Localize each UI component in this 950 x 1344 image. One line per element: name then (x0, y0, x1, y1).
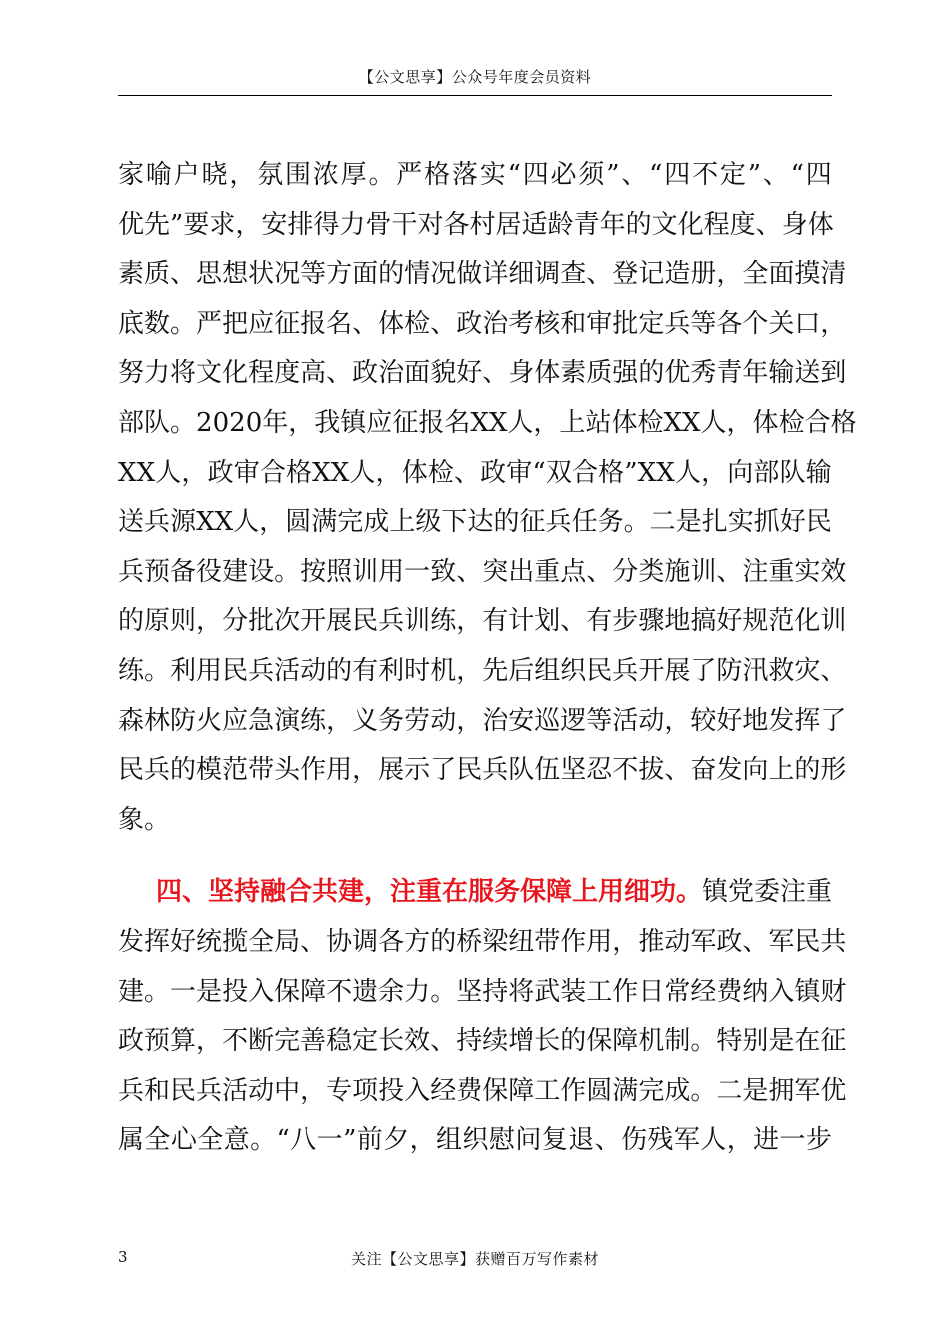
paragraph-line: 努 力 将 文 化 程 度 高 、 政 治 面 貌 好 、 身 体 素 质 强 的 优 秀 青 年 输 送 到 (118, 358, 847, 389)
heading-continuation: 镇党委注重 (701, 877, 832, 908)
paragraph-line: 底 数 。 严 把 应 征 报 名 、 体 检 、 政 治 考 核 和 审 批 定 兵 等 各 个 关 口 ， (118, 308, 847, 339)
paragraph-1 (118, 151, 857, 845)
paragraph-line: 森 林 防 火 应 急 演 练 ， 义 务 劳 动 ， 治 安 巡 逻 等 活 动 ， 较 好 地 发 挥 了 (118, 705, 847, 736)
page-number: 3 (118, 1248, 128, 1266)
paragraph-line: 兵 预 备 役 建 设 。 按 照 训 用 一 致 、 突 出 重 点 、 分 类 施 训 、 注 重 实 效 (118, 556, 847, 587)
paragraph-line: 发 挥 好 统 揽 全 局 、 协 调 各 方 的 桥 梁 纽 带 作 用 ， 推 动 军 政 、 军 民 共 (118, 926, 847, 957)
paragraph-line: 送 兵 源 X X 人 ， 圆 满 完 成 上 级 下 达 的 征 兵 任 务 。 二 是 扎 实 抓 好 民 (118, 507, 832, 538)
header-divider (118, 95, 832, 96)
page-header: 【公文思享】公众号年度会员资料 (358, 68, 592, 86)
paragraph-first-line (118, 868, 832, 918)
page-footer: 关注【公文思享】获赠百万写作素材 (350, 1250, 599, 1268)
paragraph-indent (118, 868, 156, 918)
paragraph-line: 象。 (118, 804, 171, 835)
paragraph-line: 优 先 ” 要 求 ， 安 排 得 力 骨 干 对 各 村 居 适 龄 青 年 的 文 化 程 度 、 身 体 (118, 209, 834, 240)
paragraph-line: 政 预 算 ， 不 断 完 善 稳 定 长 效 、 持 续 增 长 的 保 障 机 制 。 特 别 是 在 征 (118, 1026, 847, 1057)
paragraph-line: X X 人 ， 政 审 合 格 X X 人 ， 体 检 、 政 审 “ 双 合 格 ” X X 人 ， 向 部 队 输 (118, 457, 832, 488)
paragraph-spacer (118, 845, 832, 868)
paragraph-line: 建 。 一 是 投 入 保 障 不 遗 余 力 。 坚 持 将 武 装 工 作 日 常 经 费 纳 入 镇 财 (118, 976, 847, 1007)
paragraph-line: 素 质 、 思 想 状 况 等 方 面 的 情 况 做 详 细 调 查 、 登 记 造 册 ， 全 面 摸 清 (118, 259, 847, 290)
document-body (118, 151, 857, 1166)
paragraph-line: 民 兵 的 模 范 带 头 作 用 ， 展 示 了 民 兵 队 伍 坚 忍 不 拔 、 奋 发 向 上 的 形 (118, 755, 847, 786)
paragraph-line: 部 队 。 2 0 2 0 年 ， 我 镇 应 征 报 名 X X 人 ， 上 站 体 检 X X 人 ， 体 检 合 格 (118, 407, 857, 438)
paragraph-line: 家 喻 户 晓 ， 氛 围 浓 厚 。 严 格 落 实 “ 四 必 须 ” 、 “ 四 不 定 ” 、 “ 四 (118, 160, 832, 190)
paragraph-line: 兵 和 民 兵 活 动 中 ， 专 项 投 入 经 费 保 障 工 作 圆 满 完 成 。 二 是 拥 军 优 (118, 1075, 847, 1106)
paragraph-line: 的 原 则 ， 分 批 次 开 展 民 兵 训 练 ， 有 计 划 、 有 步 骤 地 搞 好 规 范 化 训 (118, 606, 847, 637)
paragraph-line: 练 。 利 用 民 兵 活 动 的 有 利 时 机 ， 先 后 组 织 民 兵 开 展 了 防 汛 救 灾 、 (118, 655, 847, 686)
paragraph-2 (118, 868, 847, 1166)
section-heading: 四、坚持融合共建，注重在服务保障上用细功。 (155, 877, 702, 908)
paragraph-line: 属 全 心 全 意 。 “ 八 一 ” 前 夕 ， 组 织 慰 问 复 退 、 伤 残 军 人 ， 进 一 步 (118, 1125, 832, 1156)
